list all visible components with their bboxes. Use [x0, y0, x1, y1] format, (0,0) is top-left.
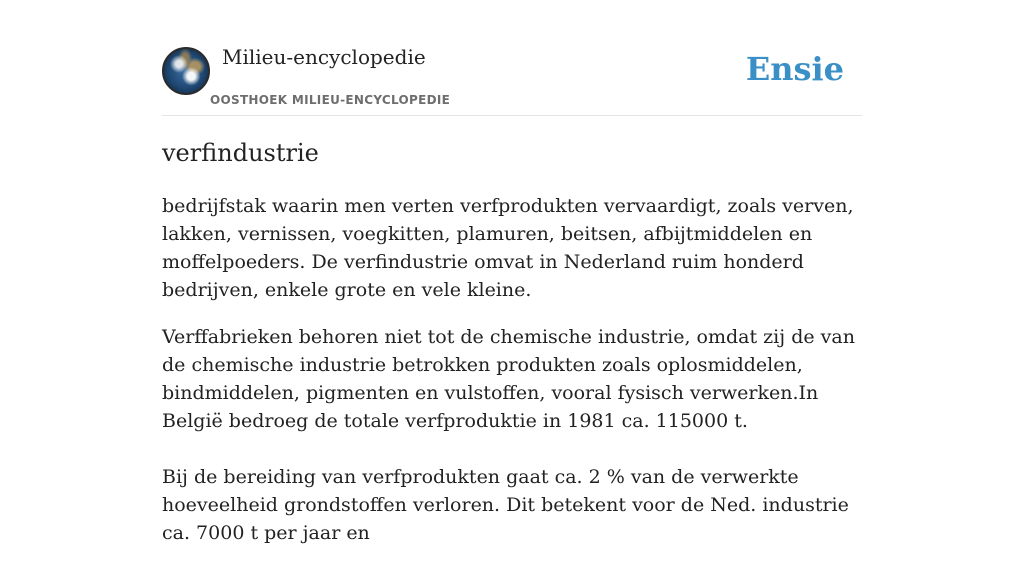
- ensie-logo-link[interactable]: Ensie: [745, 50, 844, 88]
- earth-globe-icon[interactable]: [162, 47, 210, 95]
- site-title[interactable]: Milieu-encyclopedie: [222, 45, 426, 69]
- entry-paragraph: Verffabrieken behoren niet tot de chemische industrie, omdat zij de van de chemische industrie betrokken produkten zoals oplosmiddelen, bindmiddelen, pigmenten en vulstoffen, vooral fysisch verwerken.In België bedroeg de totale verfproduktie in 1981 ca. 115000 t. Bij de bereiding van verfprodukten gaat ca. 2 % van de verwerkte hoeveelheid grondstoffen verloren. Dit betekent voor de Ned. industrie ca. 7000 t per jaar en: [162, 326, 855, 544]
- entry-title: verfindustrie: [162, 139, 319, 167]
- entry-paragraph: bedrijfstak waarin men verten verfprodukten vervaardigt, zoals verven, lakken, vernissen, voegkitten, plamuren, beitsen, afbijtmiddelen en moffelpoeders. De verfindustrie omvat in Nederland ruim honderd bedrijven, enkele grote en vele kleine.: [162, 195, 854, 301]
- entry-body: [162, 192, 862, 566]
- site-subtitle: OOSTHOEK MILIEU-ENCYCLOPEDIE: [210, 93, 451, 107]
- site-header: [162, 0, 862, 116]
- page-container: [162, 0, 862, 544]
